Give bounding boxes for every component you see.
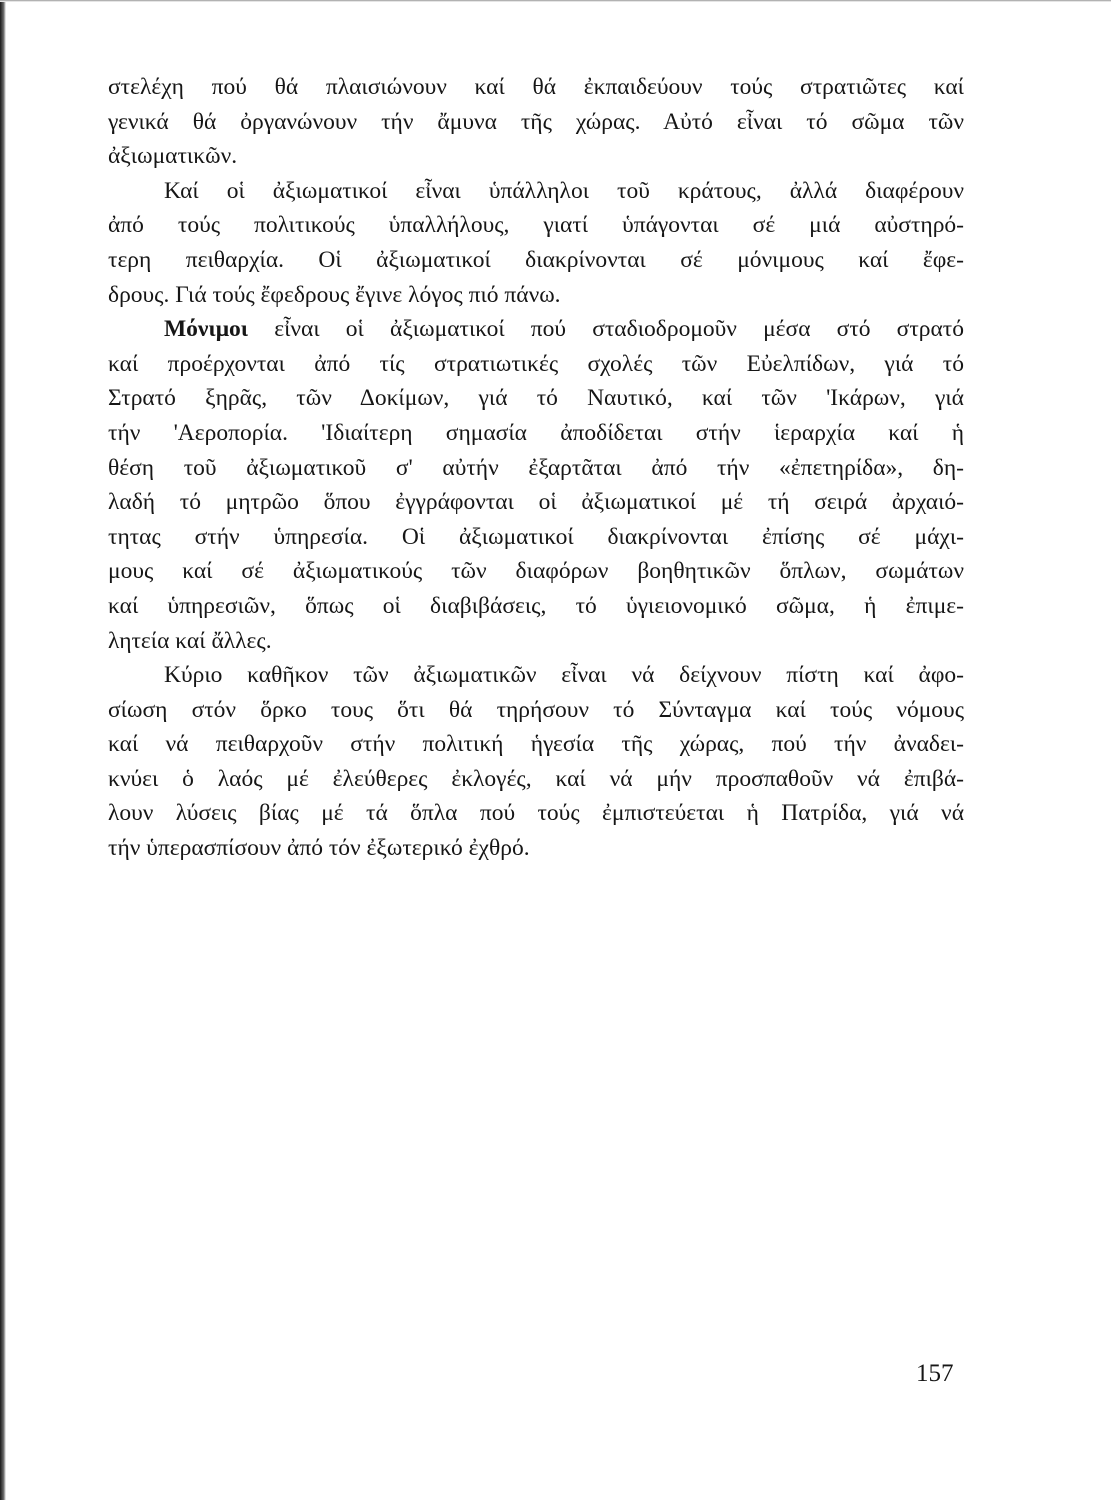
- text-line: κνύει ὁ λαός μέ ἐλεύθερες ἐκλογές, καί νά μήν προσπαθοῦν νά ἐπιβά-: [108, 765, 964, 792]
- scan-edge-top-shadow: [0, 0, 1111, 2]
- page-number: 157: [916, 1360, 954, 1387]
- text-line: καί ὑπηρεσιῶν, ὅπως οἱ διαβιβάσεις, τό ὑγιειονομικό σῶμα, ἡ ἐπιμε-: [108, 592, 964, 619]
- text-line: καί προέρχονται ἀπό τίς στρατιωτικές σχολές τῶν Εὐελπίδων, γιά τό: [108, 350, 964, 377]
- body-text: [108, 70, 964, 866]
- text-line: τερη πειθαρχία. Οἱ ἀξιωματικοί διακρίνονται σέ μόνιμους καί ἔφε-: [108, 246, 964, 273]
- text-line: Καί οἱ ἀξιωματικοί εἶναι ὑπάλληλοι τοῦ κράτους, ἀλλά διαφέρουν: [164, 177, 964, 204]
- text-line: γενικά θά ὀργανώνουν τήν ἄμυνα τῆς χώρας. Αὐτό εἶναι τό σῶμα τῶν: [108, 108, 964, 135]
- text-line: λητεία καί ἄλλες.: [108, 627, 272, 654]
- text-line: Στρατό ξηρᾶς, τῶν Δοκίμων, γιά τό Ναυτικό, καί τῶν 'Ικάρων, γιά: [108, 385, 964, 412]
- text-line: τήν 'Αεροπορία. 'Ιδιαίτερη σημασία ἀποδίδεται στήν ἱεραρχία καί ἡ: [108, 419, 964, 446]
- text-line: στελέχη πού θά πλαισιώνουν καί θά ἐκπαιδεύουν τούς στρατιῶτες καί: [108, 74, 964, 100]
- text-line: ἀξιωματικῶν.: [108, 143, 238, 170]
- paragraph-3: [108, 312, 964, 658]
- scan-edge-shadow: [0, 0, 6, 1500]
- text-fragment: εἶναι οἱ ἀξιωματικοί πού σταδιοδρομοῦν μέσα στό στρατό: [248, 316, 964, 343]
- text-line: καί νά πειθαρχοῦν στήν πολιτική ἡγεσία τῆς χώρας, πού τήν ἀναδει-: [108, 731, 964, 758]
- paragraph-2: [108, 174, 964, 312]
- paragraph-1: [108, 70, 964, 174]
- text-line: λουν λύσεις βίας μέ τά ὅπλα πού τούς ἐμπιστεύεται ἡ Πατρίδα, γιά νά: [108, 800, 964, 827]
- text-line: τήν ὑπερασπίσουν ἀπό τόν ἐξωτερικό ἐχθρό.: [108, 835, 530, 862]
- text-line: ἀπό τούς πολιτικούς ὑπαλλήλους, γιατί ὑπάγονται σέ μιά αὐστηρό-: [108, 212, 964, 239]
- text-line: τητας στήν ὑπηρεσία. Οἱ ἀξιωματικοί διακρίνονται ἐπίσης σέ μάχι-: [108, 523, 964, 550]
- bold-lead-term: Μόνιμοι: [164, 316, 249, 343]
- text-line: λαδή τό μητρῶο ὅπου ἐγγράφονται οἱ ἀξιωματικοί μέ τή σειρά ἀρχαιό-: [108, 489, 964, 516]
- text-line: Κύριο καθῆκον τῶν ἀξιωματικῶν εἶναι νά δείχνουν πίστη καί ἀφο-: [164, 662, 964, 689]
- paragraph-4: [108, 658, 964, 866]
- text-line: σίωση στόν ὅρκο τους ὅτι θά τηρήσουν τό Σύνταγμα καί τούς νόμους: [108, 696, 964, 723]
- text-line: θέση τοῦ ἀξιωματικοῦ σ' αὐτήν ἐξαρτᾶται ἀπό τήν «ἐπετηρίδα», δη-: [108, 454, 964, 481]
- text-line: δρους. Γιά τούς ἔφεδρους ἔγινε λόγος πιό πάνω.: [108, 281, 561, 308]
- text-line: μους καί σέ ἀξιωματικούς τῶν διαφόρων βοηθητικῶν ὅπλων, σωμάτων: [108, 558, 964, 585]
- text-line-with-lead: [108, 312, 964, 347]
